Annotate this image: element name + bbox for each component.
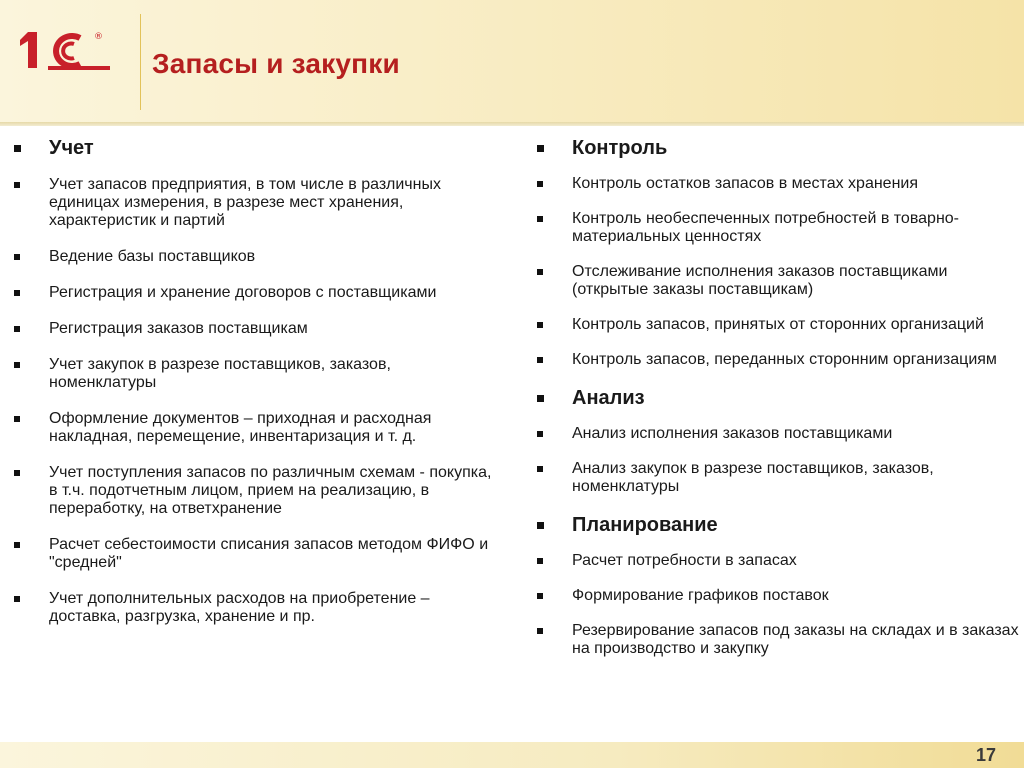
section-heading-planning: Планирование xyxy=(535,513,1020,537)
section-heading-analysis: Анализ xyxy=(535,386,1020,410)
list-item: Контроль остатков запасов в местах хранения xyxy=(535,175,1020,193)
list-item: Учет поступления запасов по различным схемам - покупка, в т.ч. подотчетным лицом, прием на реализацию, в переработку, на ответхранение xyxy=(12,464,492,518)
logo-registered-mark: ® xyxy=(94,32,103,42)
page-title: Запасы и закупки xyxy=(152,48,400,79)
section-heading-control: Контроль xyxy=(535,136,1020,160)
list-item: Расчет потребности в запасах xyxy=(535,552,1020,570)
list-item: Ведение базы поставщиков xyxy=(12,248,492,266)
list-item: Регистрация и хранение договоров с поставщиками xyxy=(12,284,492,302)
logo-underline xyxy=(48,66,110,70)
list-item: Формирование графиков поставок xyxy=(535,587,1020,605)
left-column xyxy=(12,136,492,644)
right-column xyxy=(535,136,1020,675)
list-item: Контроль запасов, переданных сторонним организациям xyxy=(535,351,1020,369)
list-item: Резервирование запасов под заказы на складах и в заказах на производство и закупку xyxy=(535,622,1020,658)
page-number: 17 xyxy=(975,745,996,765)
list-item: Контроль необеспеченных потребностей в товарно-материальных ценностях xyxy=(535,210,1020,246)
section-heading-accounting: Учет xyxy=(12,136,492,160)
1c-logo-icon xyxy=(18,26,114,74)
title-separator xyxy=(140,14,141,110)
list-item: Анализ исполнения заказов поставщиками xyxy=(535,425,1020,443)
list-item: Расчет себестоимости списания запасов методом ФИФО и "средней" xyxy=(12,536,492,572)
list-item: Анализ закупок в разрезе поставщиков, заказов, номенклатуры xyxy=(535,460,1020,496)
list-item: Учет запасов предприятия, в том числе в различных единицах измерения, в разрезе мест хранения, характеристик и партий xyxy=(12,176,492,230)
logo-c-inner xyxy=(63,44,74,59)
list-item: Учет дополнительных расходов на приобретение – доставка, разгрузка, хранение и пр. xyxy=(12,590,492,626)
logo-one-stem xyxy=(28,32,37,68)
logo-c-outer xyxy=(56,36,80,66)
list-item: Оформление документов – приходная и расходная накладная, перемещение, инвентаризация и т. д. xyxy=(12,410,492,446)
accounting-list xyxy=(12,136,492,626)
footer-band xyxy=(0,742,1024,768)
header-divider xyxy=(0,122,1024,126)
logo-one-flag xyxy=(20,32,28,46)
list-item: Отслеживание исполнения заказов поставщиками (открытые заказы поставщикам) xyxy=(535,263,1020,299)
list-item: Регистрация заказов поставщикам xyxy=(12,320,492,338)
list-item: Учет закупок в разрезе поставщиков, заказов, номенклатуры xyxy=(12,356,492,392)
control-list xyxy=(535,136,1020,658)
list-item: Контроль запасов, принятых от сторонних организаций xyxy=(535,316,1020,334)
